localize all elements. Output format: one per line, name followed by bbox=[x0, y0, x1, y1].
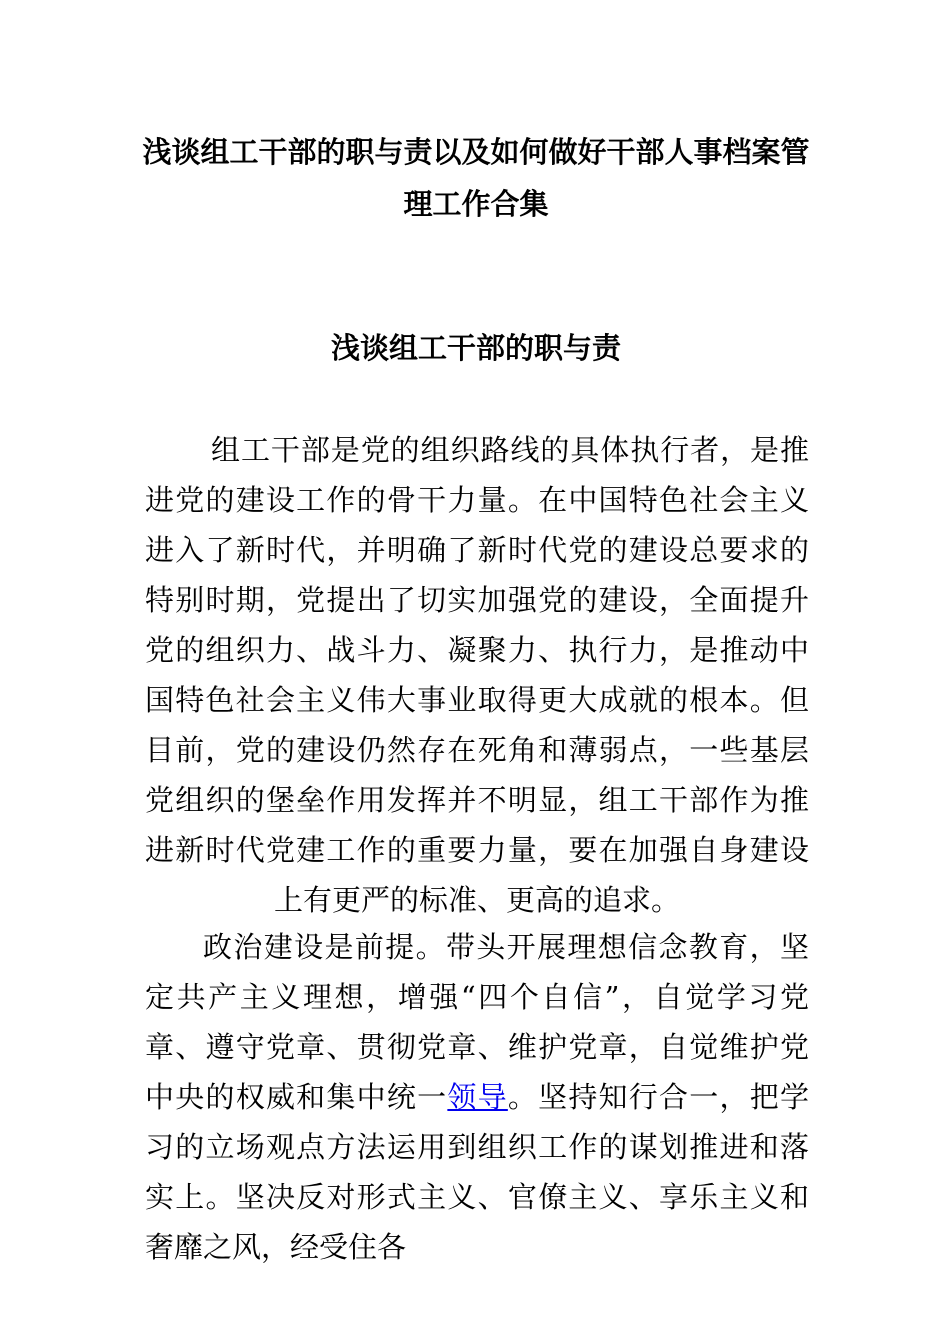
paragraph-2-text-end: 。坚持知行合一，把学习的立场观点方法运用到组织工作的谋划推进和落实上。坚决反对形式主义、官僚主义、享乐主义和奢靡之风，经受住各 bbox=[145, 1080, 809, 1264]
body-paragraph-1: 组工干部是党的组织路线的具体执行者，是推进党的建设工作的骨干力量。在中国特色社会主义进入了新时代，并明确了新时代党的建设总要求的特别时期，党提出了切实加强党的建设，全面提升党的组织力、战斗力、凝聚力、执行力，是推动中国特色社会主义伟大事业取得更大成就的根本。但目前，党的建设仍然存在死角和薄弱点，一些基层党组织的堡垒作用发挥并不明显，组工干部作为推进新时代党建工作的重要力量，要在加强自身建设上有更严的标准、更高的追求。 bbox=[145, 433, 809, 917]
body-paragraph-2 bbox=[145, 922, 809, 1272]
paragraph-2-text-start: 政治建设是前提。带头开展理想信念教育，坚定共产主义理想，增强“四个自信”，自觉学习党章、遵守党章、贯彻党章、维护党章，自觉维护党中央的权威和集中统一 bbox=[145, 930, 809, 1114]
section-title: 浅谈组工干部的职与责 bbox=[330, 331, 621, 365]
document-title: 浅谈组工干部的职与责以及如何做好干部人事档案管理工作合集 bbox=[142, 135, 810, 221]
leadership-link[interactable]: 领导 bbox=[447, 1080, 508, 1114]
